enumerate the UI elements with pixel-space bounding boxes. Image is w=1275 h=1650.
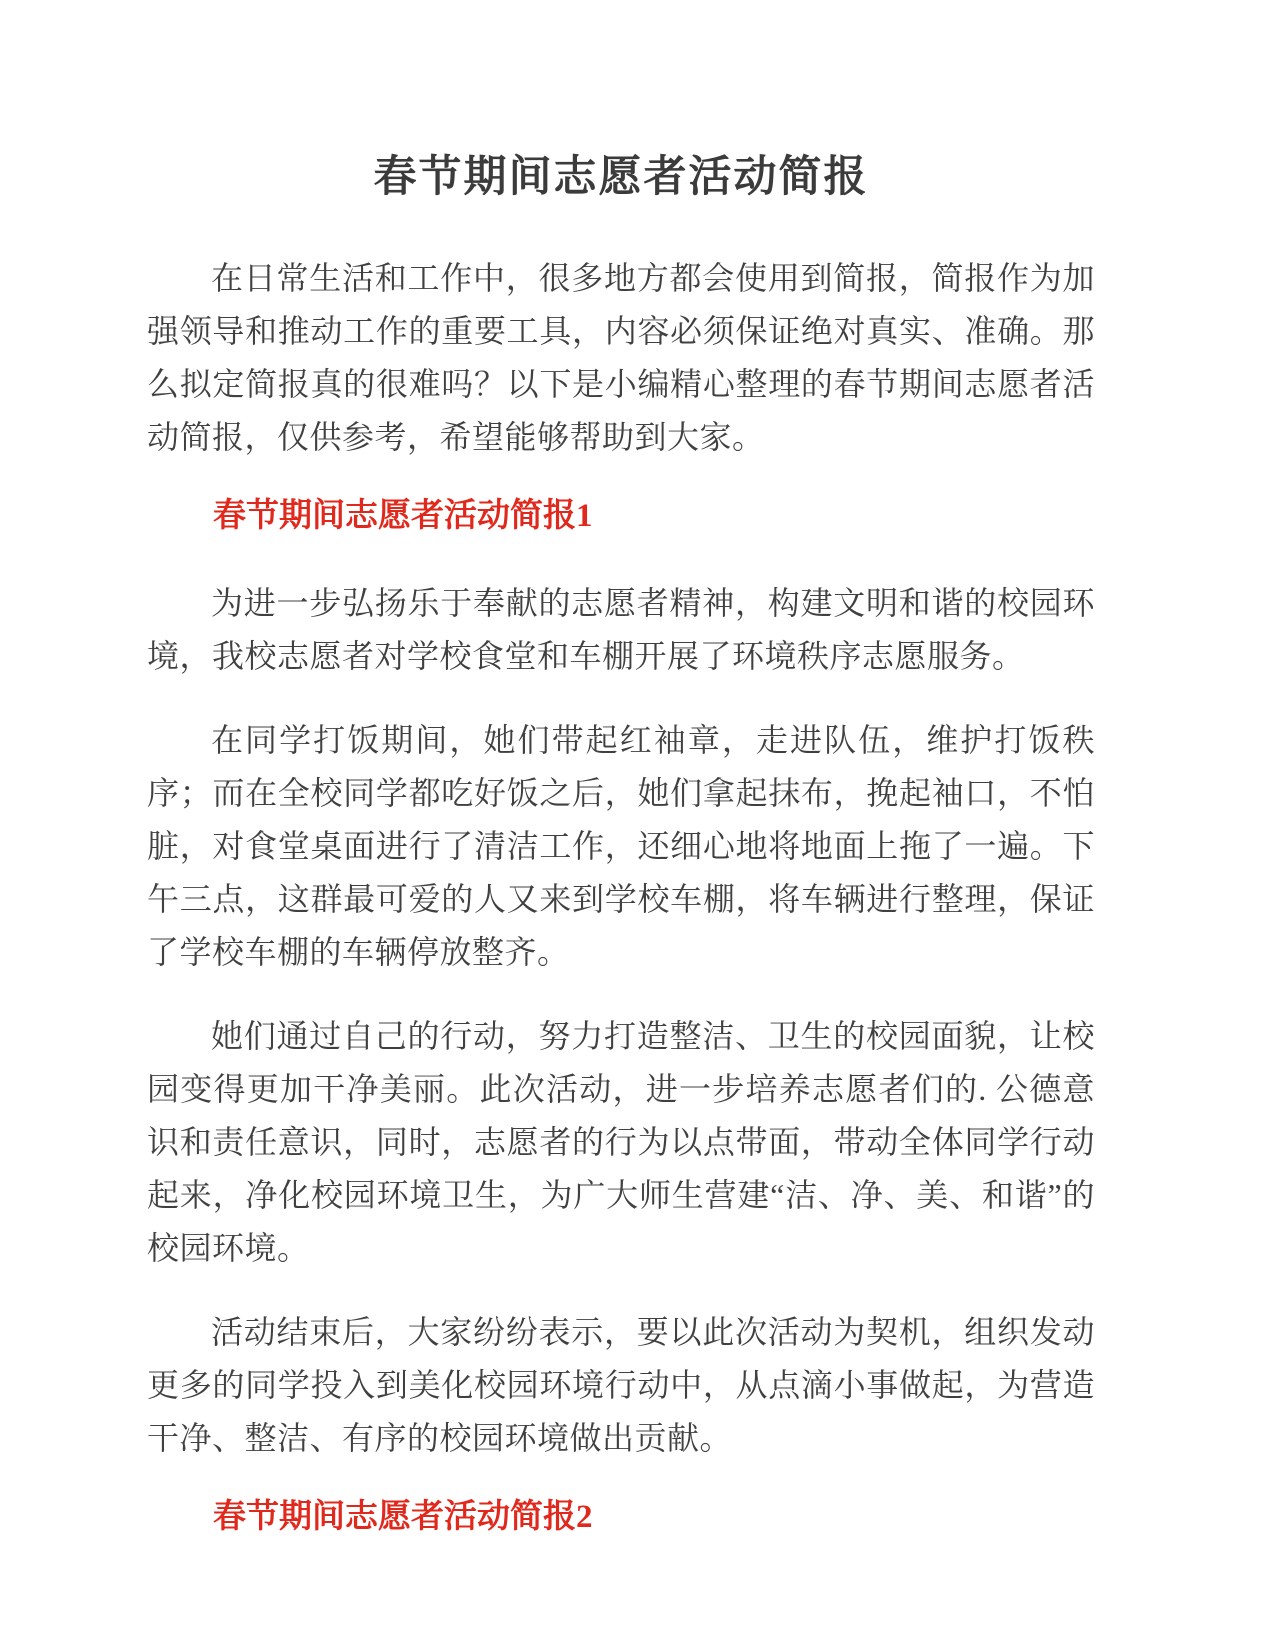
section1-paragraph-3: 她们通过自己的行动，努力打造整洁、卫生的校园面貌，让校园变得更加干净美丽。此次活动，进一步培养志愿者们的. 公德意识和责任意识，同时，志愿者的行为以点带面，带动全体同学行动起来，净化校园环境卫生，为广大师生营建“洁、净、美、和谐”的校园环境。: [147, 1018, 1095, 1266]
intro-paragraph: 在日常生活和工作中，很多地方都会使用到简报，简报作为加强领导和推动工作的重要工具，内容必须保证绝对真实、准确。那么拟定简报真的很难吗？以下是小编精心整理的春节期间志愿者活动简报，仅供参考，希望能够帮助到大家。: [147, 260, 1095, 455]
section1-paragraph-2: 在同学打饭期间，她们带起红袖章，走进队伍，维护打饭秩序；而在全校同学都吃好饭之后，她们拿起抹布，挽起袖口，不怕脏，对食堂桌面进行了清洁工作，还细心地将地面上拖了一遍。下午三点，这群最可爱的人又来到学校车棚，将车辆进行整理，保证了学校车棚的车辆停放整齐。: [147, 722, 1095, 970]
section-heading-2: 春节期间志愿者活动简报2: [213, 1499, 593, 1535]
section1-paragraph-1: 为进一步弘扬乐于奉献的志愿者精神，构建文明和谐的校园环境，我校志愿者对学校食堂和车棚开展了环境秩序志愿服务。: [147, 585, 1095, 674]
section1-paragraph-4: 活动结束后，大家纷纷表示，要以此次活动为契机，组织发动更多的同学投入到美化校园环境行动中，从点滴小事做起，为营造干净、整洁、有序的校园环境做出贡献。: [147, 1314, 1095, 1456]
section-heading-1: 春节期间志愿者活动简报1: [213, 498, 593, 534]
document-title: 春节期间志愿者活动简报: [373, 152, 869, 202]
